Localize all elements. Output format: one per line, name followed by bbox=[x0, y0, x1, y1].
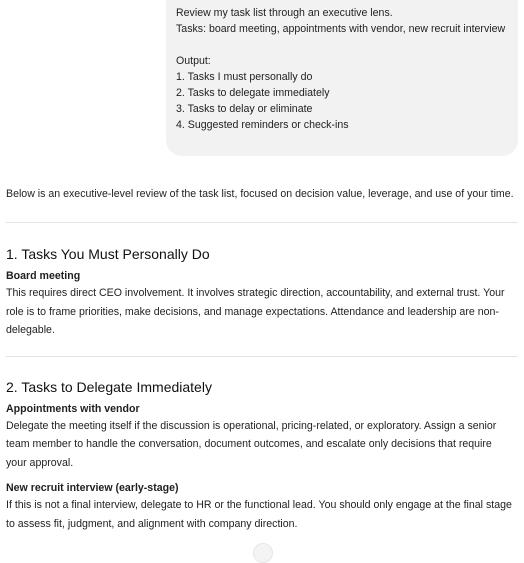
task-description bbox=[6, 284, 518, 340]
user-message-line: Review my task list through an executive lens. bbox=[176, 7, 393, 19]
task-description-line: delegable. bbox=[6, 324, 55, 336]
output-list-item: 4. Suggested reminders or check-ins bbox=[176, 119, 349, 131]
user-message-bubble bbox=[166, 0, 518, 156]
task-title-vendor: Appointments with vendor bbox=[6, 402, 140, 415]
task-description-line: If this is not a final interview, delegate to HR or the functional lead. You should only engage at the final stage bbox=[6, 499, 512, 511]
task-description bbox=[6, 496, 518, 533]
response-intro: Below is an executive-level review of the task list, focused on decision value, leverage, and use of your time. bbox=[6, 188, 514, 200]
scroll-down-button[interactable] bbox=[253, 543, 273, 563]
section-title-delegate-tasks: 2. Tasks to Delegate Immediately bbox=[6, 378, 212, 395]
task-description-line: team member to handle the conversation, document outcomes, and escalate only decisions that require bbox=[6, 438, 492, 450]
user-message-line: Tasks: board meeting, appointments with vendor, new recruit interview bbox=[176, 23, 506, 35]
task-description-line: your approval. bbox=[6, 456, 74, 469]
task-description bbox=[6, 417, 518, 473]
task-description-line: Delegate the meeting itself if the discussion is operational, pricing-related, or exploratory. Assign a senior bbox=[6, 419, 497, 432]
output-list-item: 3. Tasks to delay or eliminate bbox=[176, 103, 313, 115]
output-label: Output: bbox=[176, 55, 211, 67]
output-list-item: 1. Tasks I must personally do bbox=[176, 71, 313, 83]
task-description-line: This requires direct CEO involvement. It involves strategic direction, accountability, and external trust. Your bbox=[6, 287, 505, 299]
task-description-line: role is to frame priorities, make decisions, and manage expectations. Attendance and leadership are non- bbox=[6, 305, 499, 318]
assistant-response bbox=[6, 186, 518, 533]
section-title-personal-tasks: 1. Tasks You Must Personally Do bbox=[6, 246, 210, 262]
task-title-recruit-interview: New recruit interview (early-stage) bbox=[6, 482, 179, 494]
output-list-item: 2. Tasks to delegate immediately bbox=[176, 87, 330, 99]
task-title-board-meeting: Board meeting bbox=[6, 270, 81, 282]
task-description-line: to assess fit, judgment, and alignment with company direction. bbox=[6, 517, 298, 530]
